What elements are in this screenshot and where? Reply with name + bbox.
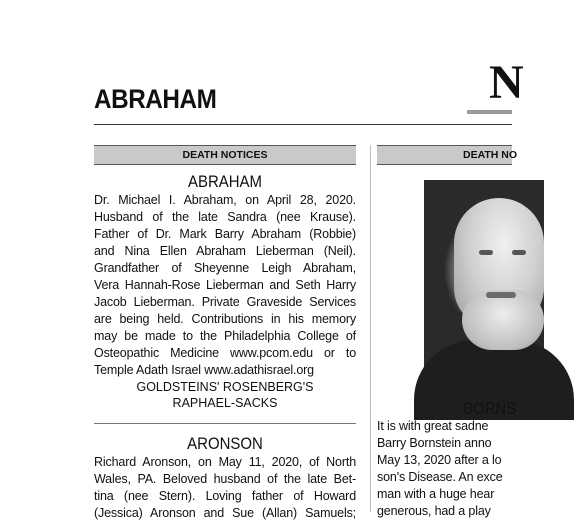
- notice-line: and Nina Ellen Abraham Lieberman (Neil).: [94, 244, 356, 258]
- notice-body: [94, 192, 356, 379]
- notice-body: [94, 454, 356, 522]
- notice-line: Jacob Lieberman. Private Graveside Services: [94, 295, 356, 309]
- masthead-rule: [467, 110, 512, 114]
- notice-line: man with a huge hear: [377, 487, 495, 501]
- notice-line: (Jessica) Aronson and Sue (Allan) Samuels;: [94, 506, 356, 520]
- photo-eye: [479, 250, 493, 255]
- section-bar-death-notices: DEATH NOTICES: [94, 145, 356, 165]
- notice-line: generous, had a play: [377, 504, 491, 518]
- notice-line: Barry Bornstein anno: [377, 436, 492, 450]
- notice-name: ARONSON: [187, 434, 263, 453]
- notice-abraham: [94, 172, 356, 411]
- notice-line: Richard Aronson, on May 11, 2020, of North: [94, 455, 356, 469]
- notice-line: Father of Dr. Mark Barry Abraham (Robbie): [94, 227, 356, 241]
- notice-line: may be made to the Philadelphia College of: [94, 329, 356, 343]
- notice-line: Dr. Michael I. Abraham, on April 28, 2020.: [94, 193, 356, 207]
- page-header: ABRAHAM: [94, 84, 217, 114]
- notice-line: Grandfather of Sheyenne Leigh Abraham,: [94, 261, 356, 275]
- left-column: [94, 145, 356, 522]
- signoff-line: GOLDSTEINS' ROSENBERG'S: [136, 380, 314, 394]
- notice-name-bornstein: BORNS: [463, 399, 517, 418]
- header-rule: [94, 124, 512, 125]
- notice-line: It is with great sadne: [377, 419, 489, 433]
- column-divider: [370, 145, 371, 512]
- signoff-line: RAPHAEL-SACKS: [172, 396, 278, 410]
- right-column: [377, 145, 577, 165]
- portrait-photo: [424, 180, 544, 398]
- notice-body-bornstein: [377, 418, 537, 520]
- notice-line: son's Disease. An exce: [377, 470, 503, 484]
- notice-line: Wales, PA. Beloved husband of the late Bet-: [94, 472, 356, 486]
- notice-line: Temple Adath Israel www.adathisrael.org: [94, 363, 314, 377]
- notice-aronson: [94, 434, 356, 522]
- section-bar-death-notices-right: DEATH NO: [377, 145, 512, 165]
- photo-beard: [462, 290, 544, 350]
- notice-line: Osteopathic Medicine www.pcom.edu or to: [94, 346, 356, 360]
- masthead-letter: N: [489, 56, 524, 109]
- notice-line: May 13, 2020 after a lo: [377, 453, 502, 467]
- notice-line: are being held. Contributions in his memory: [94, 312, 356, 326]
- funeral-home-signoff: [94, 379, 356, 411]
- notice-name: ABRAHAM: [187, 172, 262, 191]
- photo-eye: [512, 250, 526, 255]
- notice-separator: [94, 423, 356, 424]
- notice-line: Vera Hannah-Rose Lieberman and Seth Harry: [94, 278, 356, 292]
- notice-line: Husband of the late Sandra (nee Krause).: [94, 210, 356, 224]
- notice-line: tina (nee Stern). Loving father of Howard: [94, 489, 356, 503]
- photo-mouth: [486, 292, 516, 298]
